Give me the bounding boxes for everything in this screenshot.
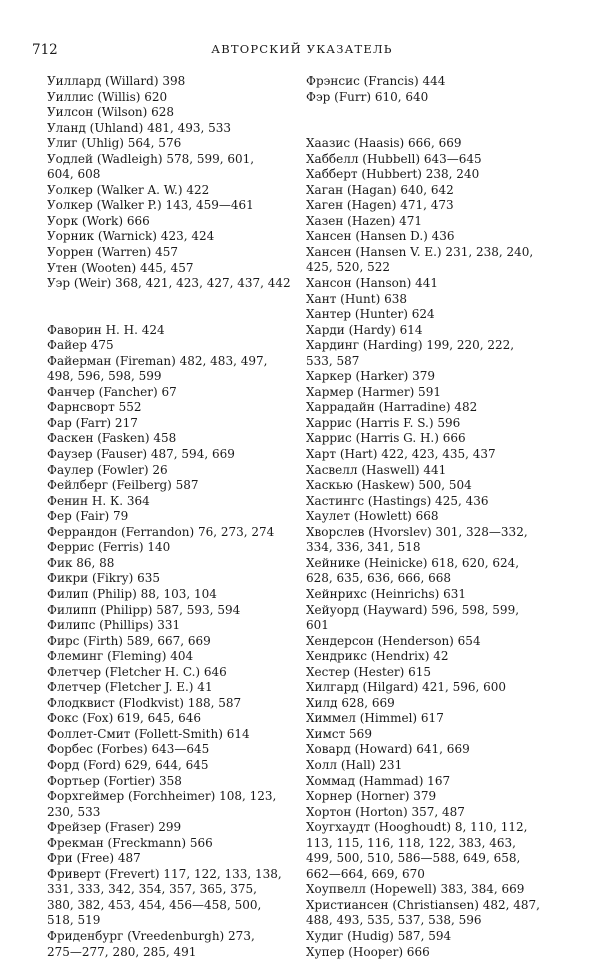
index-entry bbox=[47, 649, 295, 665]
page-number: 712 bbox=[32, 42, 58, 58]
index-entry bbox=[47, 603, 295, 619]
index-entry-line: Фирс (Firth) 589, 667, 669 bbox=[47, 633, 211, 648]
index-entry-line: Харрис (Harris G. H.) 666 bbox=[306, 431, 466, 446]
index-entry-line: Фокс (Fox) 619, 645, 646 bbox=[47, 711, 202, 726]
index-entry-line: Хансен (Hansen D.) 436 bbox=[306, 229, 455, 244]
index-entry-continuation: 533, 587 bbox=[306, 353, 360, 368]
index-entry-line: Хупер (Hooper) 666 bbox=[306, 944, 430, 959]
index-entry-line: Флетчер (Fletcher H. C.) 646 bbox=[47, 664, 227, 679]
index-entry-line: Харт (Hart) 422, 423, 435, 437 bbox=[306, 447, 496, 462]
index-entry-continuation: 230, 533 bbox=[47, 804, 101, 819]
index-entry-line: Фриденбург (Vreedenburgh) 273, bbox=[47, 928, 255, 943]
index-entry-continuation: 662—664, 669, 670 bbox=[306, 866, 425, 881]
index-entry-line: Уодлей (Wadleigh) 578, 599, 601, bbox=[47, 151, 255, 166]
index-entry bbox=[306, 556, 574, 587]
index-entry-line: Хазен (Hazen) 471 bbox=[306, 213, 423, 228]
index-entry-line: Худиг (Hudig) 587, 594 bbox=[306, 928, 452, 943]
index-entry-line: Хабберт (Hubbert) 238, 240 bbox=[306, 167, 480, 182]
index-entry-line: Файерман (Fireman) 482, 483, 497, bbox=[47, 353, 268, 368]
index-entry-line: Уолкер (Walker P.) 143, 459—461 bbox=[47, 198, 254, 213]
index-entry-line: Хестер (Hester) 615 bbox=[306, 664, 432, 679]
index-entry-line: Хаазис (Haasis) 666, 669 bbox=[306, 136, 462, 151]
index-entry-continuation: 601 bbox=[306, 618, 329, 633]
index-entry-line: Хортон (Horton) 357, 487 bbox=[306, 804, 465, 819]
index-entry bbox=[47, 494, 295, 510]
index-entry-line: Хансен (Hansen V. E.) 231, 238, 240, bbox=[306, 244, 534, 259]
index-entry bbox=[47, 338, 295, 354]
index-entry bbox=[47, 431, 295, 447]
index-entry-line: Феррандон (Ferrandon) 76, 273, 274 bbox=[47, 524, 275, 539]
index-entry-continuation: 498, 596, 598, 599 bbox=[47, 369, 162, 384]
index-entry bbox=[306, 323, 574, 339]
index-entry bbox=[47, 789, 295, 820]
index-entry bbox=[47, 354, 295, 385]
index-entry bbox=[306, 587, 574, 603]
index-entry-line: Уорник (Warnick) 423, 424 bbox=[47, 229, 215, 244]
index-entry bbox=[306, 494, 574, 510]
index-entry-continuation: 499, 500, 510, 586—588, 649, 658, bbox=[306, 851, 521, 866]
index-entry bbox=[306, 603, 574, 634]
index-entry bbox=[306, 727, 574, 743]
page-header bbox=[32, 42, 588, 60]
index-entry bbox=[306, 945, 574, 960]
index-entry bbox=[306, 400, 574, 416]
index-entry-line: Уилсон (Wilson) 628 bbox=[47, 105, 175, 120]
index-entry-line: Хармер (Harmer) 591 bbox=[306, 384, 441, 399]
letter-group-gap bbox=[306, 105, 574, 136]
index-entry bbox=[47, 680, 295, 696]
index-entry bbox=[306, 525, 574, 556]
index-entry-line: Хансон (Hanson) 441 bbox=[306, 276, 438, 291]
index-entry-line: Хендрикс (Hendrix) 42 bbox=[306, 649, 449, 664]
index-entry-line: Уоррен (Warren) 457 bbox=[47, 245, 179, 260]
index-entry bbox=[306, 276, 574, 292]
index-entry bbox=[306, 509, 574, 525]
index-entry bbox=[306, 929, 574, 945]
index-entry-continuation: 334, 336, 341, 518 bbox=[306, 540, 421, 555]
index-entry-line: Фри (Free) 487 bbox=[47, 851, 141, 866]
index-entry bbox=[47, 820, 295, 836]
index-entry-line: Фаулер (Fowler) 26 bbox=[47, 462, 168, 477]
index-entry-continuation: 628, 635, 636, 666, 668 bbox=[306, 571, 452, 586]
index-entry bbox=[306, 478, 574, 494]
index-entry-line: Филипс (Phillips) 331 bbox=[47, 618, 181, 633]
index-entry bbox=[306, 634, 574, 650]
index-entry-line: Христиансен (Christiansen) 482, 487, bbox=[306, 897, 540, 912]
index-entry bbox=[47, 90, 295, 106]
index-entry-line: Химст 569 bbox=[306, 726, 372, 741]
index-entry-line: Флетчер (Fletcher J. E.) 41 bbox=[47, 680, 213, 695]
index-entry-line: Хаббелл (Hubbell) 643—645 bbox=[306, 151, 482, 166]
index-entry-line: Химмел (Himmel) 617 bbox=[306, 711, 444, 726]
index-entry-line: Уолкер (Walker A. W.) 422 bbox=[47, 182, 210, 197]
index-entry-line: Хейуорд (Hayward) 596, 598, 599, bbox=[306, 602, 520, 617]
index-entry bbox=[306, 463, 574, 479]
index-entry bbox=[47, 742, 295, 758]
index-entry bbox=[306, 774, 574, 790]
index-entry-line: Хоммад (Hammad) 167 bbox=[306, 773, 451, 788]
index-entry-line: Хастингс (Hastings) 425, 436 bbox=[306, 493, 489, 508]
index-entry bbox=[306, 680, 574, 696]
index-entry-line: Хворслев (Hvorslev) 301, 328—332, bbox=[306, 524, 528, 539]
index-entry-line: Хасвелл (Haswell) 441 bbox=[306, 462, 447, 477]
index-entry bbox=[47, 851, 295, 867]
index-group bbox=[47, 323, 295, 960]
index-entry-line: Флодквист (Flodkvist) 188, 587 bbox=[47, 695, 242, 710]
index-entry bbox=[306, 882, 574, 898]
index-entry-continuation: 113, 115, 116, 118, 122, 383, 463, bbox=[306, 835, 516, 850]
index-entry bbox=[306, 167, 574, 183]
index-entry-line: Хейнике (Heinicke) 618, 620, 624, bbox=[306, 555, 520, 570]
index-entry bbox=[306, 898, 574, 929]
index-entry bbox=[47, 696, 295, 712]
index-entry-line: Фэр (Furr) 610, 640 bbox=[306, 89, 429, 104]
index-entry-line: Фаворин Н. Н. 424 bbox=[47, 322, 165, 337]
index-entry-line: Фар (Farr) 217 bbox=[47, 415, 138, 430]
index-entry bbox=[47, 152, 295, 183]
index-group bbox=[306, 136, 574, 960]
index-entry-line: Харкер (Harker) 379 bbox=[306, 369, 436, 384]
index-entry-line: Фик 86, 88 bbox=[47, 555, 115, 570]
index-entry bbox=[47, 385, 295, 401]
index-entry bbox=[306, 696, 574, 712]
index-entry-line: Фрекман (Freckmann) 566 bbox=[47, 835, 213, 850]
index-entry-line: Хейнрихс (Heinrichs) 631 bbox=[306, 586, 467, 601]
index-entry-line: Фоллет-Смит (Follett-Smith) 614 bbox=[47, 726, 250, 741]
index-entry-line: Утен (Wooten) 445, 457 bbox=[47, 260, 194, 275]
index-entry-continuation: 604, 608 bbox=[47, 167, 101, 182]
index-entry bbox=[47, 416, 295, 432]
index-entry-line: Харди (Hardy) 614 bbox=[306, 322, 423, 337]
index-entry-line: Фрэнсис (Francis) 444 bbox=[306, 74, 446, 88]
index-entry-line: Хоупвелл (Hopewell) 383, 384, 669 bbox=[306, 882, 525, 897]
index-entry bbox=[306, 711, 574, 727]
index-entry bbox=[47, 136, 295, 152]
index-entry-line: Фортьер (Fortier) 358 bbox=[47, 773, 182, 788]
index-entry-line: Хаган (Hagan) 640, 642 bbox=[306, 182, 454, 197]
index-entry-line: Файер 475 bbox=[47, 338, 114, 353]
index-entry-line: Фенин Н. К. 364 bbox=[47, 493, 150, 508]
index-entry-line: Хаскью (Haskew) 500, 504 bbox=[306, 478, 472, 493]
index-group bbox=[306, 74, 574, 105]
index-entry-line: Форбес (Forbes) 643—645 bbox=[47, 742, 210, 757]
index-entry bbox=[47, 836, 295, 852]
index-entry-line: Хантер (Hunter) 624 bbox=[306, 307, 435, 322]
index-column-left bbox=[47, 74, 295, 960]
index-entry-line: Уэр (Weir) 368, 421, 423, 427, 437, 442 bbox=[47, 276, 291, 291]
index-entry bbox=[306, 307, 574, 323]
index-entry-line: Фриверт (Frevert) 117, 122, 133, 138, bbox=[47, 866, 282, 881]
index-entry bbox=[47, 276, 295, 292]
index-entry-line: Хилгард (Hilgard) 421, 596, 600 bbox=[306, 680, 507, 695]
index-entry-continuation: 331, 333, 342, 354, 357, 365, 375, bbox=[47, 882, 257, 897]
index-entry-line: Уиллис (Willis) 620 bbox=[47, 89, 168, 104]
index-entry bbox=[47, 711, 295, 727]
index-entry bbox=[47, 758, 295, 774]
index-entry bbox=[306, 198, 574, 214]
index-entry bbox=[306, 90, 574, 106]
index-entry bbox=[47, 447, 295, 463]
index-entry bbox=[306, 338, 574, 369]
index-entry-line: Фанчер (Fancher) 67 bbox=[47, 384, 177, 399]
index-entry-line: Хилд 628, 669 bbox=[306, 695, 395, 710]
index-group bbox=[47, 74, 295, 292]
index-entry bbox=[47, 74, 295, 90]
index-entry bbox=[47, 556, 295, 572]
index-entry bbox=[47, 463, 295, 479]
index-entry-line: Улиг (Uhlig) 564, 576 bbox=[47, 136, 182, 151]
index-entry bbox=[47, 587, 295, 603]
index-entry bbox=[306, 183, 574, 199]
index-entry bbox=[306, 758, 574, 774]
index-entry bbox=[47, 867, 295, 929]
index-entry bbox=[306, 229, 574, 245]
index-entry-line: Хоугхаудт (Hooghoudt) 8, 110, 112, bbox=[306, 820, 528, 835]
index-column-right bbox=[306, 74, 574, 960]
index-entry-line: Фаузер (Fauser) 487, 594, 669 bbox=[47, 447, 235, 462]
index-entry bbox=[47, 198, 295, 214]
index-entry-line: Фер (Fair) 79 bbox=[47, 509, 129, 524]
index-entry bbox=[47, 478, 295, 494]
index-entry-line: Харрадайн (Harradine) 482 bbox=[306, 400, 478, 415]
index-entry-line: Фрейзер (Fraser) 299 bbox=[47, 820, 182, 835]
index-entry bbox=[306, 292, 574, 308]
index-entry-line: Хардинг (Harding) 199, 220, 222, bbox=[306, 338, 515, 353]
index-entry-line: Фаскен (Fasken) 458 bbox=[47, 431, 177, 446]
index-entry bbox=[306, 152, 574, 168]
index-entry-line: Уланд (Uhland) 481, 493, 533 bbox=[47, 120, 232, 135]
index-entry bbox=[47, 634, 295, 650]
index-entry bbox=[47, 229, 295, 245]
index-entry bbox=[306, 136, 574, 152]
index-entry bbox=[306, 369, 574, 385]
index-entry bbox=[47, 105, 295, 121]
index-entry bbox=[47, 261, 295, 277]
index-entry-line: Уиллард (Willard) 398 bbox=[47, 74, 186, 88]
index-entry-line: Фикри (Fikry) 635 bbox=[47, 571, 160, 586]
running-title: АВТОРСКИЙ УКАЗАТЕЛЬ bbox=[211, 42, 393, 56]
index-entry bbox=[47, 540, 295, 556]
index-entry bbox=[47, 400, 295, 416]
index-entry-line: Форхгеймер (Forchheimer) 108, 123, bbox=[47, 789, 277, 804]
index-entry-line: Уорк (Work) 666 bbox=[47, 213, 150, 228]
index-entry bbox=[306, 245, 574, 276]
index-entry bbox=[306, 820, 574, 882]
index-entry bbox=[306, 214, 574, 230]
index-entry bbox=[47, 509, 295, 525]
index-entry bbox=[47, 571, 295, 587]
index-entry bbox=[306, 431, 574, 447]
index-entry bbox=[306, 805, 574, 821]
index-entry bbox=[47, 525, 295, 541]
letter-group-gap bbox=[47, 292, 295, 323]
index-entry-line: Форд (Ford) 629, 644, 645 bbox=[47, 757, 209, 772]
index-entry-line: Ховард (Howard) 641, 669 bbox=[306, 742, 470, 757]
index-entry-line: Хорнер (Horner) 379 bbox=[306, 789, 437, 804]
index-entry-continuation: 275—277, 280, 285, 491 bbox=[47, 944, 197, 959]
index-entry bbox=[306, 649, 574, 665]
index-entry bbox=[306, 742, 574, 758]
index-entry bbox=[306, 385, 574, 401]
index-entry bbox=[306, 416, 574, 432]
index-entry bbox=[47, 214, 295, 230]
index-entry-line: Филип (Philip) 88, 103, 104 bbox=[47, 586, 217, 601]
index-entry-line: Хаулет (Howlett) 668 bbox=[306, 509, 439, 524]
index-entry bbox=[306, 447, 574, 463]
index-entry-continuation: 488, 493, 535, 537, 538, 596 bbox=[306, 913, 482, 928]
index-entry-line: Хант (Hunt) 638 bbox=[306, 291, 407, 306]
index-entry-line: Филипп (Philipp) 587, 593, 594 bbox=[47, 602, 241, 617]
index-entry-line: Хаген (Hagen) 471, 473 bbox=[306, 198, 454, 213]
index-entry bbox=[47, 183, 295, 199]
index-entry bbox=[47, 618, 295, 634]
index-entry-line: Холл (Hall) 231 bbox=[306, 757, 403, 772]
index-entry bbox=[47, 727, 295, 743]
index-entry bbox=[47, 929, 295, 960]
index-entry bbox=[47, 774, 295, 790]
index-entry-continuation: 380, 382, 453, 454, 456—458, 500, bbox=[47, 897, 262, 912]
index-entry-line: Флеминг (Fleming) 404 bbox=[47, 649, 194, 664]
index-entry-line: Фарнсворт 552 bbox=[47, 400, 142, 415]
index-entry bbox=[47, 121, 295, 137]
index-entry bbox=[306, 74, 574, 90]
index-entry-continuation: 425, 520, 522 bbox=[306, 260, 390, 275]
index-entry-line: Харрис (Harris F. S.) 596 bbox=[306, 415, 461, 430]
index-entry-line: Фейлберг (Feilberg) 587 bbox=[47, 478, 199, 493]
index-entry bbox=[47, 245, 295, 261]
index-entry bbox=[47, 665, 295, 681]
index-entry bbox=[47, 323, 295, 339]
index-entry-line: Хендерсон (Henderson) 654 bbox=[306, 633, 481, 648]
index-entry bbox=[306, 665, 574, 681]
index-entry-line: Феррис (Ferris) 140 bbox=[47, 540, 171, 555]
index-entry bbox=[306, 789, 574, 805]
index-entry-continuation: 518, 519 bbox=[47, 913, 101, 928]
